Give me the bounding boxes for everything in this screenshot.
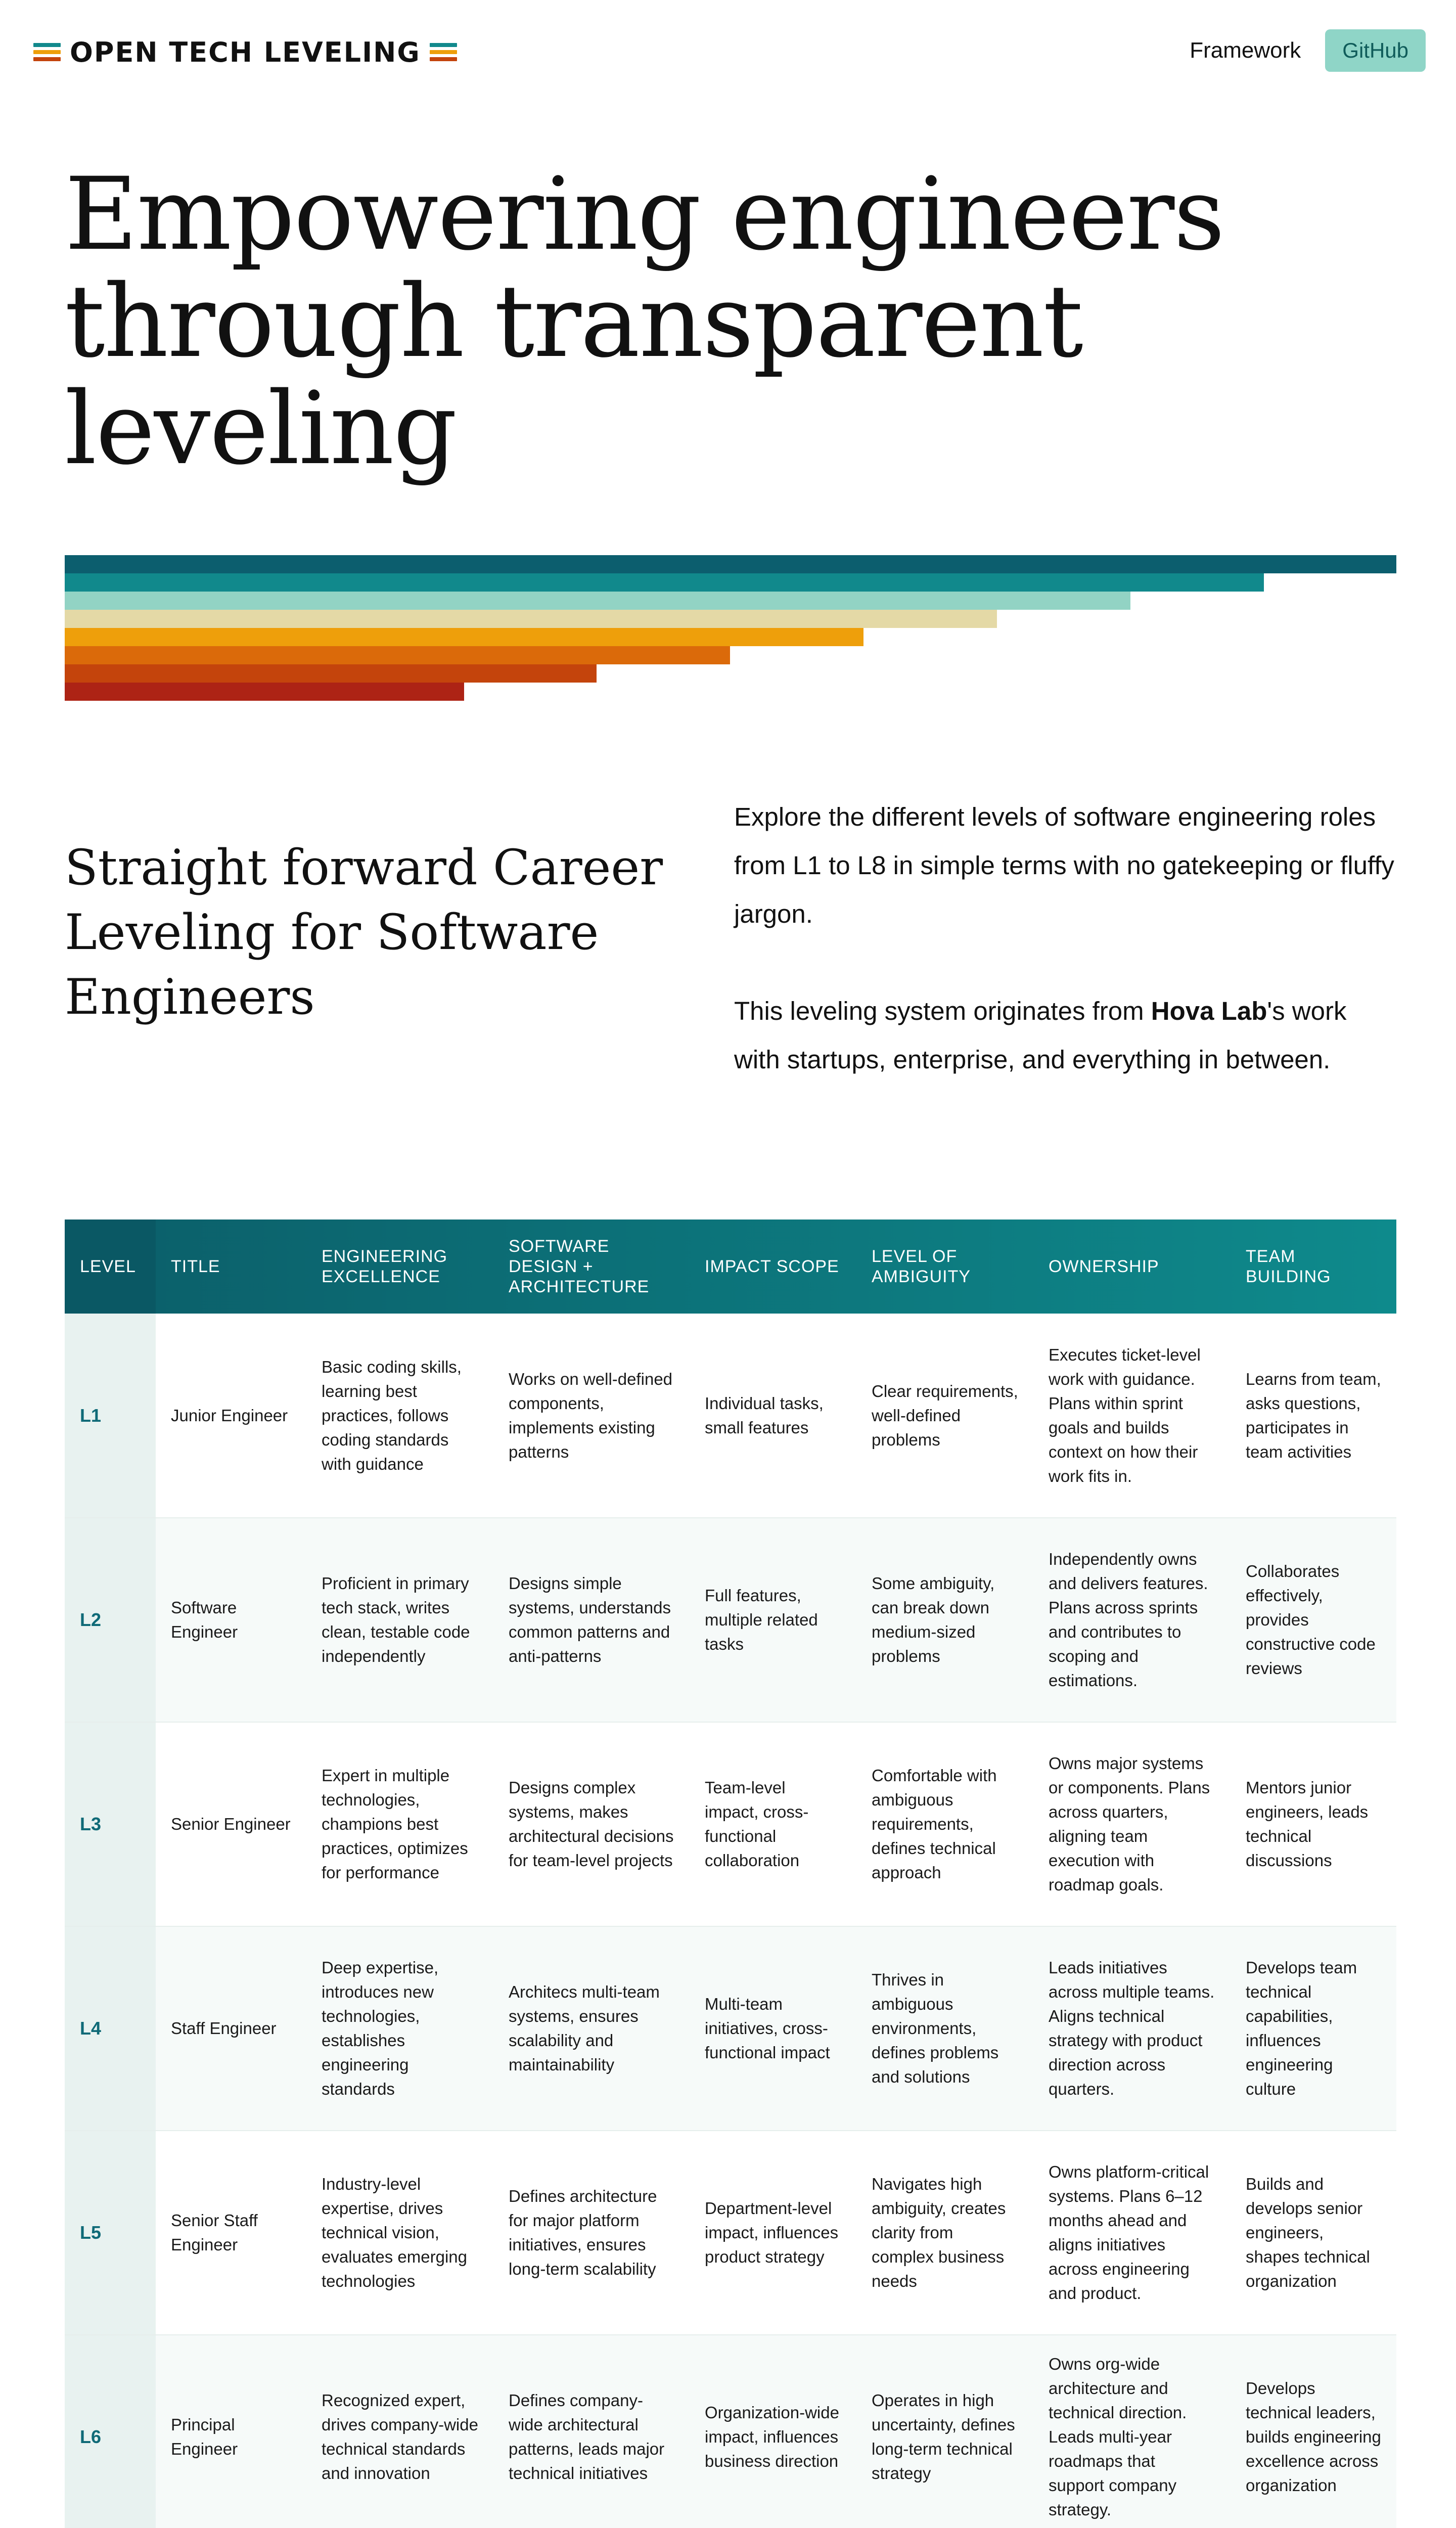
table-header-row bbox=[65, 1220, 1396, 1314]
impact-cell: Department-level impact, influences product strategy bbox=[705, 2199, 839, 2266]
design-cell: Designs simple systems, understands common patterns and anti-patterns bbox=[509, 1574, 671, 1665]
intro-paragraph bbox=[734, 987, 1396, 1084]
stripe bbox=[65, 610, 997, 628]
stripe bbox=[65, 573, 1264, 592]
stripe bbox=[65, 683, 464, 701]
column-header-level: LEVEL bbox=[65, 1220, 156, 1314]
site-header bbox=[0, 0, 1456, 106]
level-cell: L6 bbox=[65, 2335, 156, 2528]
intro-text: 's work with startups, enterprise, and everything in between. bbox=[734, 997, 1347, 1074]
team-cell: Mentors junior engineers, leads technical discussions bbox=[1246, 1778, 1369, 1870]
stripes-logo-icon bbox=[430, 43, 457, 61]
title-cell: Software Engineer bbox=[171, 1598, 238, 1641]
decorative-stripes bbox=[65, 555, 1396, 701]
ambiguity-cell: Navigates high ambiguity, creates clarity from complex business needs bbox=[872, 2175, 1006, 2290]
column-header-title: TITLE bbox=[171, 1257, 220, 1276]
intro-text: This leveling system originates from bbox=[734, 997, 1151, 1025]
column-header-excellence: ENGINEERING EXCELLENCE bbox=[322, 1247, 448, 1286]
design-cell: Defines architecture for major platform initiatives, ensures long-term scalability bbox=[509, 2187, 657, 2278]
column-header-team: TEAM BUILDING bbox=[1246, 1247, 1331, 1286]
leveling-table-container bbox=[65, 1220, 1396, 2528]
design-cell: Works on well-defined components, implements existing patterns bbox=[509, 1369, 673, 1461]
hero-title bbox=[65, 156, 1379, 487]
title-cell: Staff Engineer bbox=[171, 2019, 277, 2038]
level-cell: L5 bbox=[65, 2131, 156, 2335]
team-cell: Develops technical leaders, builds engineering excellence across organization bbox=[1246, 2379, 1381, 2495]
ownership-cell: Executes ticket-level work with guidance. Plans within sprint goals and builds context on how their work fits in. bbox=[1049, 1345, 1201, 1485]
ownership-cell: Independently owns and delivers features. Plans across sprints and contributes to scoping and estimations. bbox=[1049, 1550, 1208, 1690]
column-header-impact: IMPACT SCOPE bbox=[705, 1257, 839, 1276]
ambiguity-cell: Operates in high uncertainty, defines long-term technical strategy bbox=[872, 2391, 1015, 2482]
table-row bbox=[65, 2335, 1396, 2528]
intro-heading-line: Leveling for Software bbox=[65, 904, 599, 961]
level-cell: L1 bbox=[65, 1314, 156, 1518]
stripe bbox=[65, 646, 730, 664]
nav-framework-link[interactable]: Framework bbox=[1190, 38, 1301, 63]
ownership-cell: Owns major systems or components. Plans across quarters, aligning team execution with roadmap goals. bbox=[1049, 1754, 1210, 1894]
excellence-cell: Basic coding skills, learning best practices, follows coding standards with guidance bbox=[322, 1357, 462, 1473]
design-cell: Defines company-wide architectural patterns, leads major technical initiatives bbox=[509, 2391, 665, 2482]
team-cell: Develops team technical capabilities, influences engineering culture bbox=[1246, 1958, 1357, 2098]
column-header-ownership: OWNERSHIP bbox=[1049, 1257, 1159, 1276]
hova-lab-link[interactable]: Hova Lab bbox=[1151, 997, 1267, 1025]
title-cell: Senior Engineer bbox=[171, 1815, 291, 1833]
intro-heading-line: Engineers bbox=[65, 969, 315, 1025]
intro-heading bbox=[65, 835, 697, 1029]
title-cell: Junior Engineer bbox=[171, 1406, 288, 1425]
design-cell: Architecs multi-team systems, ensures scalability and maintainability bbox=[509, 1982, 660, 2074]
stripe bbox=[65, 628, 863, 646]
table-row bbox=[65, 1722, 1396, 1926]
team-cell: Learns from team, asks questions, participates in team activities bbox=[1246, 1369, 1381, 1461]
ownership-cell: Owns platform-critical systems. Plans 6–12 months ahead and aligns initiatives across engineering and product. bbox=[1049, 2162, 1209, 2303]
level-cell: L2 bbox=[65, 1518, 156, 1722]
design-cell: Designs complex systems, makes architectural decisions for team-level projects bbox=[509, 1778, 674, 1870]
table-row bbox=[65, 1518, 1396, 1722]
main-nav bbox=[1190, 29, 1426, 72]
stripe bbox=[65, 592, 1130, 610]
level-cell: L4 bbox=[65, 1926, 156, 2131]
ambiguity-cell: Clear requirements, well-defined problems bbox=[872, 1381, 1018, 1449]
ambiguity-cell: Comfortable with ambiguous requirements, defines technical approach bbox=[872, 1766, 997, 1882]
ambiguity-cell: Some ambiguity, can break down medium-sized problems bbox=[872, 1574, 995, 1665]
ambiguity-cell: Thrives in ambiguous environments, defines problems and solutions bbox=[872, 1970, 999, 2086]
stripe bbox=[65, 555, 1396, 573]
stripes-logo-icon bbox=[33, 43, 61, 61]
title-cell: Senior Staff Engineer bbox=[171, 2211, 258, 2254]
impact-cell: Organization-wide impact, influences business direction bbox=[705, 2403, 839, 2470]
stripe bbox=[65, 664, 597, 683]
github-button[interactable]: GitHub bbox=[1325, 29, 1426, 72]
excellence-cell: Deep expertise, introduces new technologies, establishes engineering standards bbox=[322, 1958, 439, 2098]
table-row bbox=[65, 1314, 1396, 1518]
intro-paragraph: Explore the different levels of software engineering roles from L1 to L8 in simple terms with no gatekeeping or fluffy jargon. bbox=[734, 802, 1394, 928]
impact-cell: Team-level impact, cross-functional collaboration bbox=[705, 1778, 809, 1870]
excellence-cell: Industry-level expertise, drives technical vision, evaluates emerging technologies bbox=[322, 2175, 468, 2290]
team-cell: Collaborates effectively, provides constructive code reviews bbox=[1246, 1562, 1376, 1678]
excellence-cell: Recognized expert, drives company-wide technical standards and innovation bbox=[322, 2391, 478, 2482]
table-row bbox=[65, 1926, 1396, 2131]
logo-text: OPEN TECH LEVELING bbox=[70, 36, 421, 68]
ownership-cell: Owns org-wide architecture and technical direction. Leads multi-year roadmaps that support company strategy. bbox=[1049, 2355, 1187, 2519]
level-cell: L3 bbox=[65, 1722, 156, 1926]
excellence-cell: Proficient in primary tech stack, writes clean, testable code independently bbox=[322, 1574, 470, 1665]
team-cell: Builds and develops senior engineers, shapes technical organization bbox=[1246, 2175, 1370, 2290]
hero-title-line: Empowering engineers bbox=[65, 156, 1224, 273]
column-header-design: SOFTWARE DESIGN + ARCHITECTURE bbox=[509, 1237, 650, 1296]
title-cell: Principal Engineer bbox=[171, 2415, 238, 2458]
excellence-cell: Expert in multiple technologies, champions best practices, optimizes for performance bbox=[322, 1766, 468, 1882]
hero-title-line: leveling bbox=[65, 370, 457, 487]
ownership-cell: Leads initiatives across multiple teams. Aligns technical strategy with product direction across quarters. bbox=[1049, 1958, 1215, 2098]
leveling-table bbox=[65, 1220, 1396, 2528]
intro-heading-line: Straight forward Career bbox=[65, 839, 663, 896]
impact-cell: Individual tasks, small features bbox=[705, 1393, 824, 1437]
intro-copy bbox=[734, 793, 1396, 1133]
site-logo[interactable] bbox=[33, 36, 457, 68]
column-header-ambiguity: LEVEL OF AMBIGUITY bbox=[872, 1247, 971, 1286]
impact-cell: Multi-team initiatives, cross-functional impact bbox=[705, 1995, 830, 2062]
table-row bbox=[65, 2131, 1396, 2335]
hero-title-line: through transparent bbox=[65, 263, 1082, 380]
impact-cell: Full features, multiple related tasks bbox=[705, 1586, 818, 1653]
